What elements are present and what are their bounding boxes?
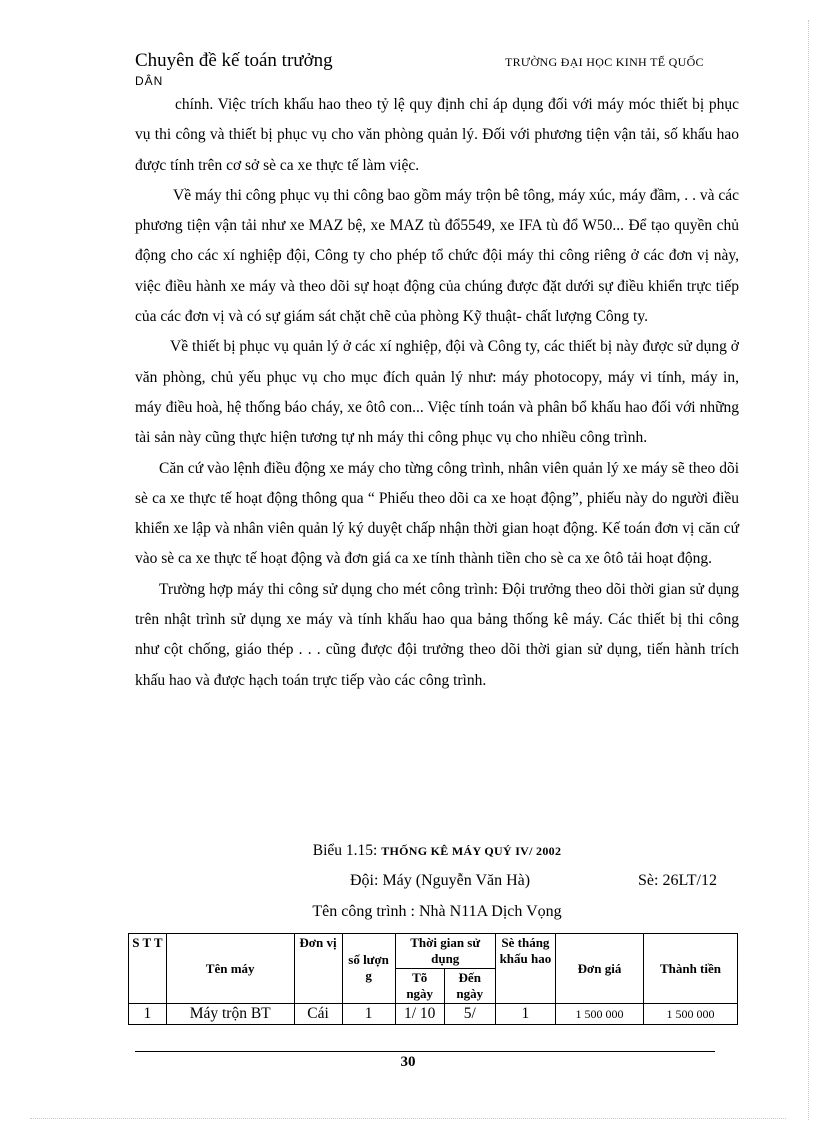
header-right-title: TRƯỜNG ĐẠI HỌC KINH TẾ QUỐC <box>505 55 704 69</box>
page-edge-right <box>808 20 809 1120</box>
paragraph-1: chính. Việc trích khấu hao theo tỷ lệ quy định chỉ áp dụng đối với máy móc thiết bị phục vụ thi công và thiết bị phục vụ cho văn phòng quản lý. Đối với phương tiện vận tải, số khấu hao được tính trên cơ sở sè ca xe thực tế làm việc. <box>135 96 739 174</box>
machine-statistics-table <box>128 933 738 1025</box>
header-left-title: Chuyên đề kế toán trưởng <box>135 50 333 71</box>
header-depreciation-months: Sè tháng khấu hao <box>495 934 555 1004</box>
document-number: Sè: 26LT/12 <box>638 872 717 889</box>
paragraph-2: Về máy thi công phục vụ thi công bao gồm máy trộn bê tông, máy xúc, máy đầm, . . và các phương tiện vận tải như xe MAZ bệ, xe MAZ tù đổ5549, xe IFA tù đổ W50... Để tạo quyền chủ động cho các xí nghiệp đội, Công ty cho phép tổ chức đội máy thi công riêng ở các đơn vị này, việc điều hành xe máy và theo dõi sự hoạt động của chúng được đặt dưới sự điều khiển trực tiếp của các đơn vị và có sự giám sát chặt chẽ của phòng Kỹ thuật- chất lượng Công ty. <box>135 186 739 326</box>
cell-amount: 1 500 000 <box>643 1004 737 1025</box>
cell-unit-price: 1 500 000 <box>556 1004 644 1025</box>
footer-divider <box>135 1051 715 1052</box>
header-to-date: Đến ngày <box>444 969 495 1004</box>
body-text <box>135 90 739 696</box>
team-name: Đội: Máy (Nguyễn Văn Hà) <box>350 872 531 889</box>
cell-stt: 1 <box>129 1004 167 1025</box>
cell-quantity: 1 <box>342 1004 395 1025</box>
table-title-main: THỐNG KÊ MÁY QUÝ IV/ 2002 <box>381 844 562 858</box>
paragraph-5: Trường hợp máy thi công sử dụng cho mét công trình: Đội trưởng theo dõi thời gian sử dụng trên nhật trình sử dụng xe máy và tính khấu hao qua bảng thống kê máy. Các thiết bị thi công như cột chống, giáo thép . . . cũng được đội trưởng theo dõi thời gian sử dụng, tiến hành trích khấu hao và được hạch toán trực tiếp vào các công trình. <box>135 580 739 689</box>
cell-depreciation-months: 1 <box>495 1004 555 1025</box>
paragraph-3: Về thiết bị phục vụ quản lý ở các xí nghiệp, đội và Công ty, các thiết bị này được sử dụng ở văn phòng, chủ yếu phục vụ cho mục đích quản lý như: máy photocopy, máy vi tính, máy in, máy điều hoà, hệ thống báo cháy, xe ôtô con... Việc tính toán và phân bổ khấu hao đối với những tài sản này cũng thực hiện tương tự nh máy thi công phục vụ cho nhiều công trình. <box>135 338 739 447</box>
header-unit: Đơn vị <box>294 934 342 1004</box>
header-from-date: Tõ ngày <box>395 969 444 1004</box>
cell-machine-name: Máy trộn BT <box>166 1004 294 1025</box>
header-machine-name: Tên máy <box>166 934 294 1004</box>
header-amount: Thành tiền <box>643 934 737 1004</box>
table-title <box>135 842 739 860</box>
table-title-prefix: Biểu 1.15: <box>312 842 382 859</box>
cell-unit: Cái <box>294 1004 342 1025</box>
header-stt: S T T <box>129 934 167 1004</box>
table-row <box>129 1004 738 1025</box>
paragraph-4: Căn cứ vào lệnh điều động xe máy cho từng công trình, nhân viên quản lý xe máy sẽ theo dõi sè ca xe thực tế hoạt động thông qua “ Phiếu theo dõi ca xe hoạt động”, phiếu này do người điều khiển xe lập và nhân viên quản lý ký duyệt chấp nhận thời gian hoạt động. Kế toán đơn vị căn cứ vào sè ca xe thực tế hoạt động và đơn giá ca xe tính thành tiền cho sè ca xe ôtô tải hoạt động. <box>135 459 739 568</box>
cell-from-date: 1/ 10 <box>395 1004 444 1025</box>
project-name: Tên công trình : Nhà N11A Dịch Vọng <box>312 903 562 920</box>
header-quantity: số lượn g <box>342 934 395 1004</box>
cell-to-date: 5/ <box>444 1004 495 1025</box>
page-edge-bottom <box>30 1118 786 1119</box>
page-number: 30 <box>400 1054 416 1070</box>
header-usage-time: Thời gian sử dụng <box>395 934 495 969</box>
header-left-subtitle: DÂN <box>135 74 164 88</box>
header-unit-price: Đơn giá <box>556 934 644 1004</box>
